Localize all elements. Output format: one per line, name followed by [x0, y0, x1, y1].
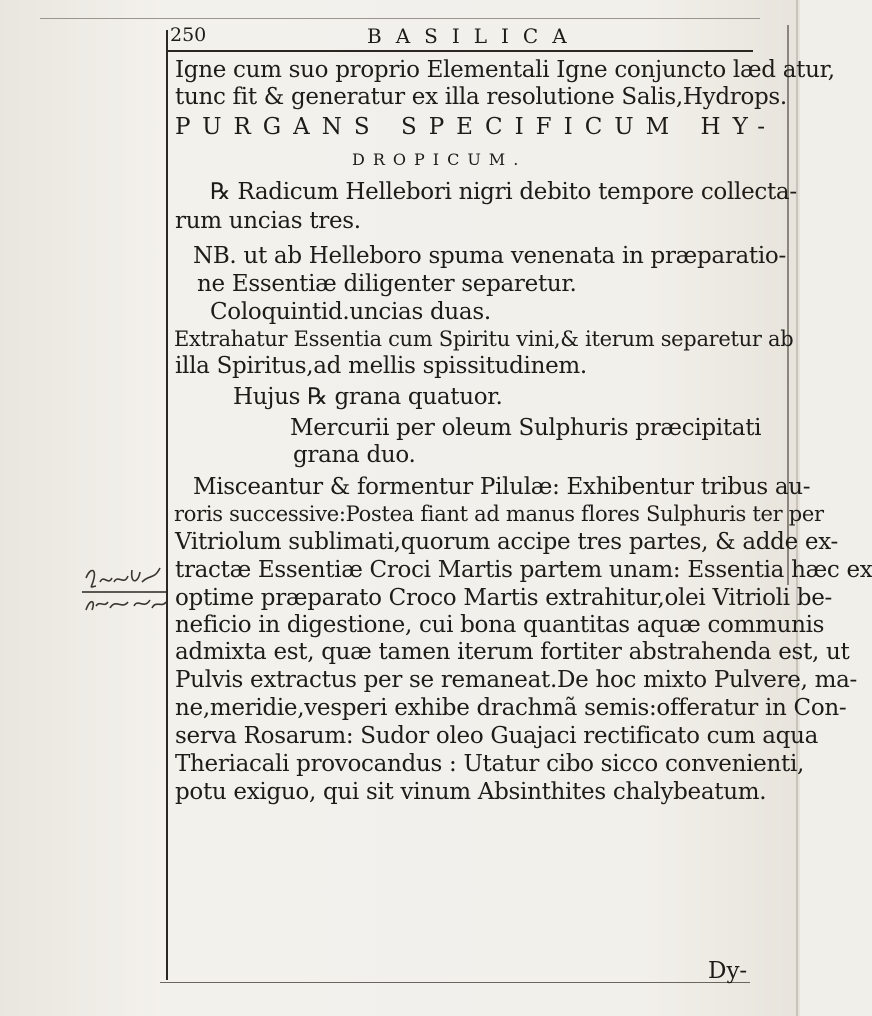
page-number: 250	[170, 24, 207, 46]
text-line: roris successive:Postea fiant ad manus flores Sulphuris ter per	[174, 502, 824, 526]
text-line: ne,meridie,vesperi exhibe drachmã semis:offeratur in Con-	[175, 695, 847, 721]
text-line: Misceantur & formentur Pilulæ: Exhibentur tribus au-	[193, 474, 811, 500]
text-line: ℞ Radicum Hellebori nigri debito tempore collecta-	[210, 179, 797, 205]
top-edge-rule	[40, 18, 760, 19]
section-heading: PURGANS SPECIFICUM HY-	[175, 114, 778, 140]
catchword: Dy-	[708, 958, 748, 984]
text-line: optime præparato Croco Martis extrahitur,olei Vitrioli be-	[175, 585, 832, 611]
text-line: ne Essentiæ diligenter separetur.	[197, 271, 577, 297]
text-line: tunc fit & generatur ex illa resolutione Salis,Hydrops.	[175, 84, 787, 110]
text-line: Igne cum suo proprio Elementali Igne conjuncto læd atur,	[175, 57, 835, 83]
running-head: BASILICA	[367, 24, 581, 48]
handwritten-margin-note	[80, 564, 170, 624]
text-line: Vitriolum sublimati,quorum accipe tres partes, & adde ex-	[175, 529, 838, 555]
text-line: Coloquintid.uncias duas.	[210, 299, 491, 325]
text-line: illa Spiritus,ad mellis spissitudinem.	[175, 353, 587, 379]
header-rule	[168, 50, 753, 52]
text-line: Theriacali provocandus : Utatur cibo sicco convenienti,	[175, 751, 805, 777]
text-line: Mercurii per oleum Sulphuris præcipitati	[290, 415, 762, 441]
text-line: neficio in digestione, cui bona quantitas aquæ communis	[175, 612, 825, 638]
text-line: admixta est, quæ tamen iterum fortiter abstrahenda est, ut	[175, 639, 850, 665]
text-line: tractæ Essentiæ Croci Martis partem unam: Essentia hæc ex	[175, 557, 872, 583]
text-line: Hujus ℞ grana quatuor.	[233, 384, 503, 410]
text-line: serva Rosarum: Sudor oleo Guajaci rectificato cum aqua	[175, 723, 819, 749]
left-frame-rule	[166, 30, 168, 980]
bottom-rule	[160, 982, 750, 983]
text-line: rum uncias tres.	[175, 208, 361, 234]
text-line: NB. ut ab Helleboro spuma venenata in præparatio-	[193, 243, 786, 269]
text-line: grana duo.	[293, 442, 416, 468]
text-line: potu exiguo, qui sit vinum Absinthites chalybeatum.	[175, 779, 767, 805]
section-heading-continued: DROPICUM.	[352, 150, 527, 169]
text-line: Pulvis extractus per se remaneat.De hoc mixto Pulvere, ma-	[175, 667, 858, 693]
text-line: Extrahatur Essentia cum Spiritu vini,& iterum separetur ab	[174, 327, 794, 351]
